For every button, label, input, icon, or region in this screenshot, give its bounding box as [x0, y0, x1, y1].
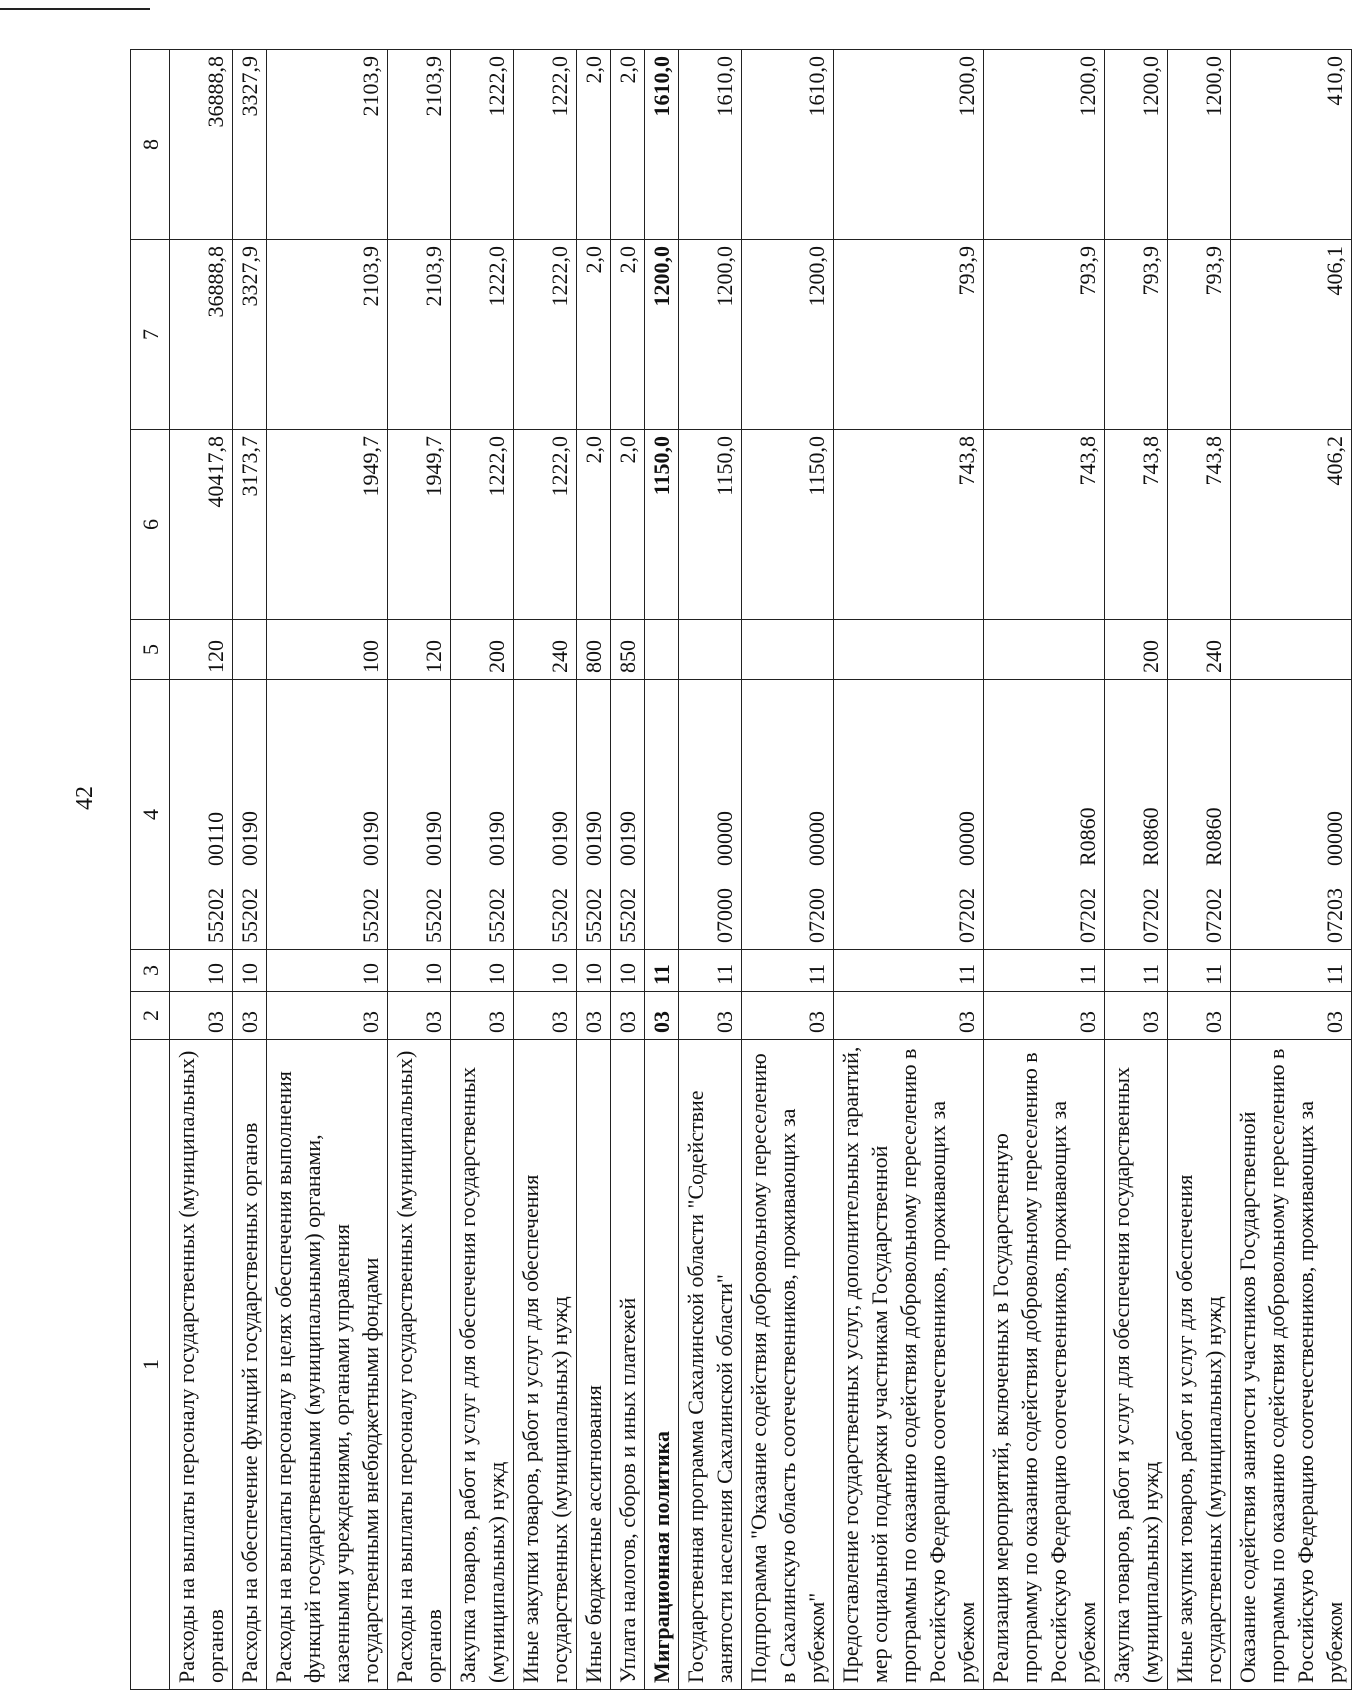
col6-value: 1150,0: [645, 430, 679, 620]
row-name: Уплата налогов, сборов и иных платежей: [611, 1040, 645, 1690]
col4-code: 55202 00190: [451, 680, 514, 950]
col3-code: 11: [742, 950, 834, 992]
col3-code: 10: [514, 950, 577, 992]
col7-value: 2103,9: [388, 240, 451, 430]
col5-code: [645, 620, 679, 680]
col8-value: 1200,0: [1105, 50, 1168, 240]
col6-value: 1222,0: [451, 430, 514, 620]
row-name: Оказание содействия занятости участников Государственной программы по оказанию содействия добровольному переселению в Российскую Федерацию соотечественников, проживающих за рубежом: [1231, 1040, 1352, 1690]
table-row: [1105, 50, 1168, 1690]
col6-value: 743,8: [1105, 430, 1168, 620]
col8-value: 1610,0: [742, 50, 834, 240]
column-header-7: 7: [131, 240, 170, 430]
col5-code: [742, 620, 834, 680]
col2-code: 03: [1105, 992, 1168, 1040]
col6-value: 3173,7: [233, 430, 267, 620]
table-row: [577, 50, 611, 1690]
col4-code: [645, 680, 679, 950]
col5-code: [233, 620, 267, 680]
table-row: [388, 50, 451, 1690]
col8-value: 1200,0: [1168, 50, 1231, 240]
col4-code: 07203 00000: [1231, 680, 1352, 950]
col2-code: 03: [267, 992, 388, 1040]
col7-value: 1222,0: [514, 240, 577, 430]
col4-code: 07202 00000: [834, 680, 984, 950]
row-name: Расходы на обеспечение функций государственных органов: [233, 1040, 267, 1690]
col4-code: 55202 00190: [267, 680, 388, 950]
row-name: Расходы на выплаты персоналу в целях обеспечения выполнения функций государственными (муниципальными) органами, казенными учреждениями, органами управления государственными внебюджетными фондами: [267, 1040, 388, 1690]
table-row: [679, 50, 742, 1690]
table-row: [834, 50, 984, 1690]
col8-value: 1200,0: [984, 50, 1105, 240]
col8-value: 2103,9: [388, 50, 451, 240]
table-row: [1231, 50, 1352, 1690]
col2-code: 03: [984, 992, 1105, 1040]
col7-value: 3327,9: [233, 240, 267, 430]
row-name: Иные закупки товаров, работ и услуг для обеспечения государственных (муниципальных) нужд: [514, 1040, 577, 1690]
col3-code: 11: [1168, 950, 1231, 992]
col8-value: 410,0: [1231, 50, 1352, 240]
table-row: [984, 50, 1105, 1690]
col8-value: 2103,9: [267, 50, 388, 240]
col7-value: 2,0: [611, 240, 645, 430]
col3-code: 10: [611, 950, 645, 992]
col7-value: 1200,0: [679, 240, 742, 430]
col3-code: 10: [388, 950, 451, 992]
col3-code: 11: [1105, 950, 1168, 992]
row-name: Предоставление государственных услуг, дополнительных гарантий, мер социальной поддержки участникам Государственной программы по оказанию содействия добровольному переселению в Российскую Федерацию соотечественников, проживающих за рубежом: [834, 1040, 984, 1690]
col4-code: 07202 R0860: [1105, 680, 1168, 950]
col2-code: 03: [514, 992, 577, 1040]
col2-code: 03: [645, 992, 679, 1040]
row-name: Расходы на выплаты персоналу государственных (муниципальных) органов: [388, 1040, 451, 1690]
col8-value: 2,0: [577, 50, 611, 240]
col7-value: 793,9: [984, 240, 1105, 430]
col2-code: 03: [1231, 992, 1352, 1040]
row-name: Подпрограмма "Оказание содействия добровольному переселению в Сахалинскую область соотечественников, проживающих за рубежом": [742, 1040, 834, 1690]
col3-code: 11: [984, 950, 1105, 992]
table-row: [514, 50, 577, 1690]
col5-code: [1231, 620, 1352, 680]
col3-code: 11: [645, 950, 679, 992]
row-name: Миграционная политика: [645, 1040, 679, 1690]
col4-code: 55202 00190: [388, 680, 451, 950]
col6-value: 1949,7: [388, 430, 451, 620]
column-header-4: 4: [131, 680, 170, 950]
rotated-page: [130, 50, 1347, 1690]
col5-code: 200: [451, 620, 514, 680]
col2-code: 03: [742, 992, 834, 1040]
col6-value: 1949,7: [267, 430, 388, 620]
budget-table: [130, 49, 1352, 1690]
column-header-2: 2: [131, 992, 170, 1040]
col2-code: 03: [1168, 992, 1231, 1040]
col5-code: 240: [1168, 620, 1231, 680]
col8-value: 1222,0: [514, 50, 577, 240]
col6-value: 406,2: [1231, 430, 1352, 620]
row-name: Расходы на выплаты персоналу государственных (муниципальных) органов: [170, 1040, 233, 1690]
col6-value: 1150,0: [742, 430, 834, 620]
col3-code: 11: [834, 950, 984, 992]
header-row: [131, 50, 170, 1690]
col5-code: 200: [1105, 620, 1168, 680]
col6-value: 743,8: [1168, 430, 1231, 620]
column-header-8: 8: [131, 50, 170, 240]
row-name: Иные бюджетные ассигнования: [577, 1040, 611, 1690]
col6-value: 743,8: [984, 430, 1105, 620]
col8-value: 36888,8: [170, 50, 233, 240]
col6-value: 40417,8: [170, 430, 233, 620]
col4-code: 55202 00190: [611, 680, 645, 950]
table-row: [451, 50, 514, 1690]
col2-code: 03: [388, 992, 451, 1040]
col8-value: 2,0: [611, 50, 645, 240]
col2-code: 03: [233, 992, 267, 1040]
col7-value: 2,0: [577, 240, 611, 430]
col5-code: 100: [267, 620, 388, 680]
page-number: 42: [72, 786, 98, 810]
col7-value: 406,1: [1231, 240, 1352, 430]
row-name: Иные закупки товаров, работ и услуг для обеспечения государственных (муниципальных) нужд: [1168, 1040, 1231, 1690]
col2-code: 03: [611, 992, 645, 1040]
col3-code: 11: [1231, 950, 1352, 992]
row-name: Реализация мероприятий, включенных в Государственную программу по оказанию содействия добровольному переселению в Российскую Федерацию соотечественников, проживающих за рубежом: [984, 1040, 1105, 1690]
col3-code: 10: [267, 950, 388, 992]
table-row: [1168, 50, 1231, 1690]
table-row: [267, 50, 388, 1690]
col4-code: 07202 R0860: [984, 680, 1105, 950]
col8-value: 1200,0: [834, 50, 984, 240]
col7-value: 793,9: [1168, 240, 1231, 430]
scan-edge-mark: [0, 8, 150, 10]
row-name: Закупка товаров, работ и услуг для обеспечения государственных (муниципальных) нужд: [451, 1040, 514, 1690]
column-header-1: 1: [131, 1040, 170, 1690]
table-row: [233, 50, 267, 1690]
col7-value: 2103,9: [267, 240, 388, 430]
table-body: [170, 50, 1352, 1690]
col6-value: 743,8: [834, 430, 984, 620]
col5-code: 850: [611, 620, 645, 680]
table-row: [742, 50, 834, 1690]
col4-code: 07200 00000: [742, 680, 834, 950]
column-header-6: 6: [131, 430, 170, 620]
row-name: Закупка товаров, работ и услуг для обеспечения государственных (муниципальных) нужд: [1105, 1040, 1168, 1690]
table-row: [645, 50, 679, 1690]
col3-code: 10: [170, 950, 233, 992]
col3-code: 10: [233, 950, 267, 992]
col4-code: 55202 00190: [514, 680, 577, 950]
col8-value: 1222,0: [451, 50, 514, 240]
col6-value: 1150,0: [679, 430, 742, 620]
col3-code: 10: [451, 950, 514, 992]
col5-code: [834, 620, 984, 680]
col2-code: 03: [451, 992, 514, 1040]
col3-code: 11: [679, 950, 742, 992]
col8-value: 1610,0: [645, 50, 679, 240]
col2-code: 03: [577, 992, 611, 1040]
col4-code: 55202 00110: [170, 680, 233, 950]
col7-value: 36888,8: [170, 240, 233, 430]
col7-value: 1200,0: [645, 240, 679, 430]
col7-value: 793,9: [834, 240, 984, 430]
col5-code: 240: [514, 620, 577, 680]
col6-value: 1222,0: [514, 430, 577, 620]
col7-value: 1200,0: [742, 240, 834, 430]
table-row: [611, 50, 645, 1690]
col7-value: 793,9: [1105, 240, 1168, 430]
col2-code: 03: [834, 992, 984, 1040]
col4-code: 07202 R0860: [1168, 680, 1231, 950]
col6-value: 2,0: [611, 430, 645, 620]
col5-code: 800: [577, 620, 611, 680]
col8-value: 3327,9: [233, 50, 267, 240]
col5-code: [679, 620, 742, 680]
col8-value: 1610,0: [679, 50, 742, 240]
col2-code: 03: [170, 992, 233, 1040]
col5-code: [984, 620, 1105, 680]
col3-code: 10: [577, 950, 611, 992]
row-name: Государственная программа Сахалинской области "Содействие занятости населения Сахалинской области": [679, 1040, 742, 1690]
column-header-5: 5: [131, 620, 170, 680]
col2-code: 03: [679, 992, 742, 1040]
col4-code: 55202 00190: [233, 680, 267, 950]
col7-value: 1222,0: [451, 240, 514, 430]
col5-code: 120: [170, 620, 233, 680]
col5-code: 120: [388, 620, 451, 680]
table-row: [170, 50, 233, 1690]
col4-code: 07000 00000: [679, 680, 742, 950]
col6-value: 2,0: [577, 430, 611, 620]
col4-code: 55202 00190: [577, 680, 611, 950]
column-header-3: 3: [131, 950, 170, 992]
